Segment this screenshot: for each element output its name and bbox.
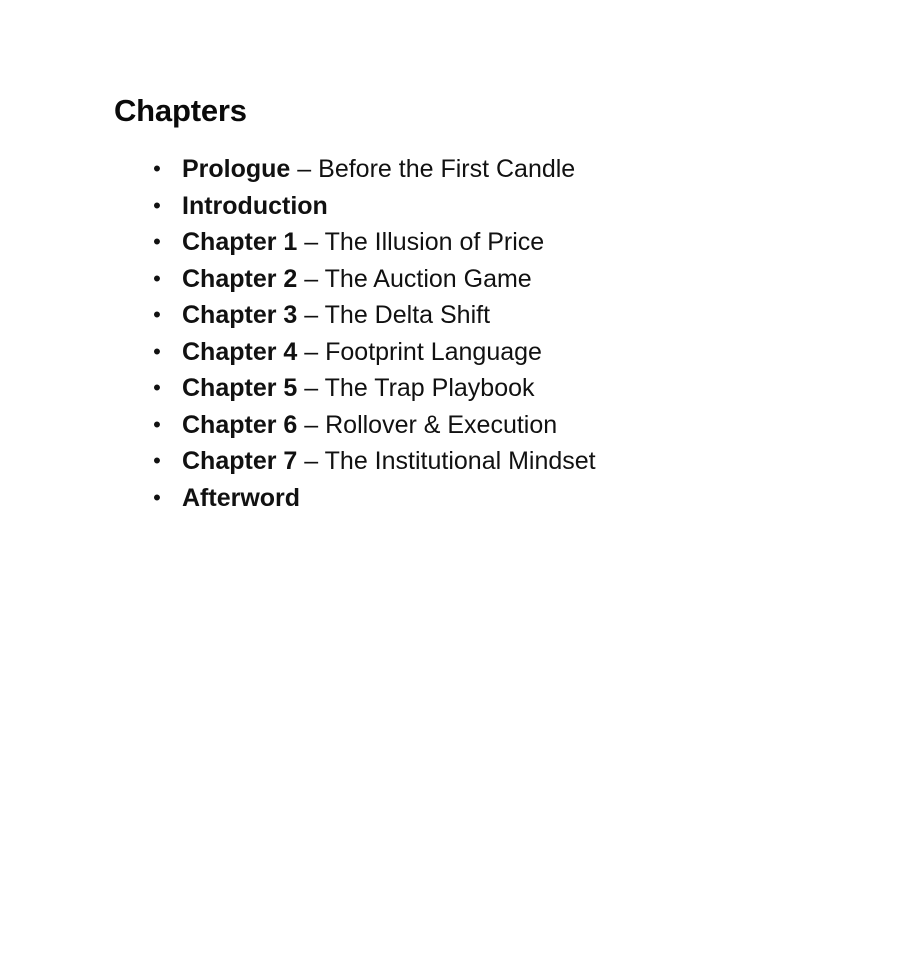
bullet-icon: •: [153, 265, 161, 291]
list-item-label: Prologue: [182, 155, 291, 184]
list-item-description: Before the First Candle: [318, 155, 576, 184]
list-item-description: The Institutional Mindset: [324, 447, 596, 476]
list-item-label: Chapter 1: [182, 228, 298, 257]
list-item-separator: –: [297, 410, 326, 439]
bullet-icon: •: [153, 448, 161, 474]
list-item: [114, 188, 866, 225]
document-content: [114, 92, 866, 516]
list-item-label: Chapter 3: [182, 301, 298, 330]
list-item-label: Chapter 2: [182, 264, 298, 293]
list-item-label: Afterword: [182, 483, 301, 512]
bullet-icon: •: [153, 338, 161, 364]
list-item-label: Chapter 7: [182, 447, 298, 476]
list-item-label: Chapter 4: [182, 337, 298, 366]
list-item-description: Rollover & Execution: [325, 410, 558, 439]
list-item: [114, 370, 866, 407]
chapter-list: [114, 151, 866, 516]
list-item-description: Footprint Language: [325, 337, 542, 366]
list-item-separator: –: [297, 228, 325, 257]
list-item-description: The Delta Shift: [324, 301, 491, 330]
list-item: [114, 297, 866, 334]
list-item: [114, 480, 866, 517]
bullet-icon: •: [153, 411, 161, 437]
bullet-icon: •: [153, 156, 161, 182]
list-item-label: Introduction: [182, 191, 328, 220]
bullet-icon: •: [153, 484, 161, 510]
bullet-icon: •: [153, 229, 161, 255]
list-item-description: The Trap Playbook: [324, 374, 535, 403]
list-item: [114, 407, 866, 444]
list-item: [114, 334, 866, 371]
list-item: [114, 261, 866, 298]
bullet-icon: •: [153, 375, 161, 401]
page-title: Chapters: [114, 93, 247, 128]
list-item-description: The Auction Game: [324, 264, 532, 293]
list-item-label: Chapter 5: [182, 374, 298, 403]
list-item-separator: –: [297, 447, 325, 476]
list-item-separator: –: [297, 301, 325, 330]
bullet-icon: •: [153, 192, 161, 218]
list-item: [114, 224, 866, 261]
list-item-separator: –: [297, 374, 325, 403]
list-item-description: The Illusion of Price: [324, 228, 545, 257]
bullet-icon: •: [153, 302, 161, 328]
list-item-separator: –: [290, 155, 319, 184]
list-item-separator: –: [297, 337, 326, 366]
list-item: [114, 151, 866, 188]
list-item-label: Chapter 6: [182, 410, 298, 439]
list-item: [114, 443, 866, 480]
list-item-separator: –: [297, 264, 325, 293]
